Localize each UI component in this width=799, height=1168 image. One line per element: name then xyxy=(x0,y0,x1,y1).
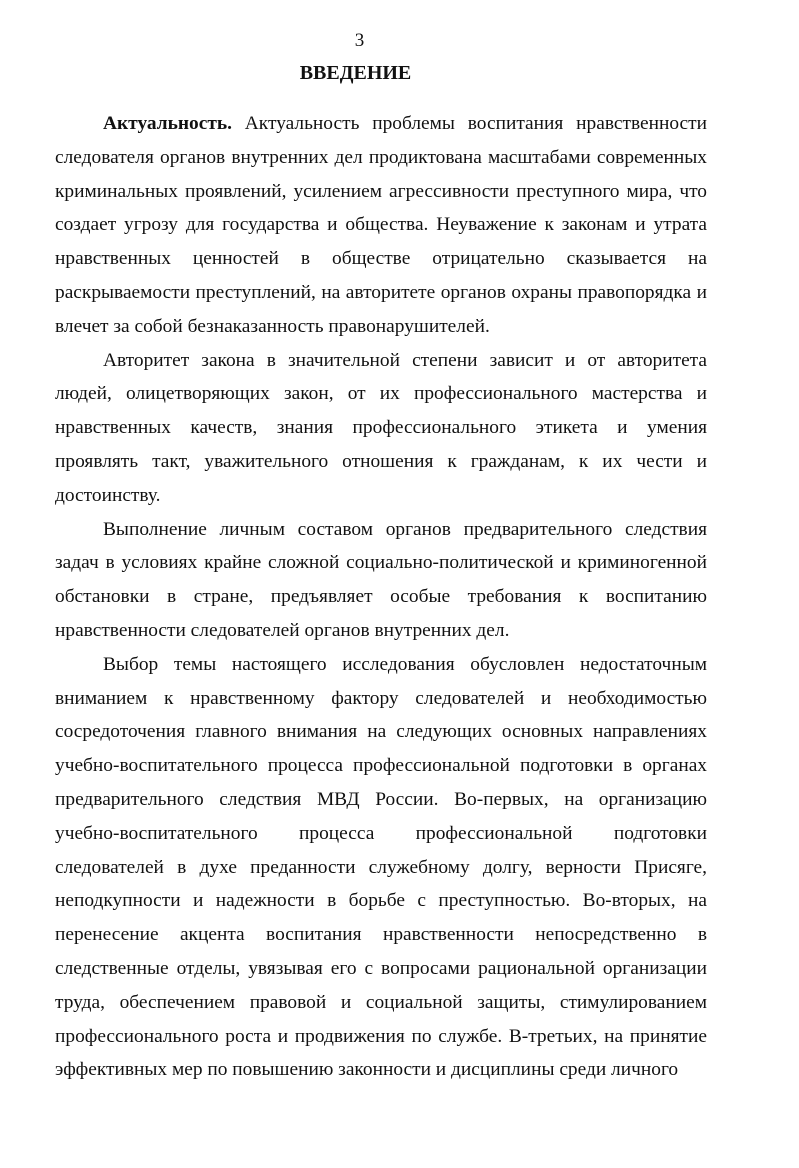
paragraph-authority: Авторитет закона в значительной степени зависит и от авторитета людей, олицетворяющих закон, от их профессионального мастерства и нравственных качеств, знания профессионального этикета и умения проявлять такт, уважительного отношения к гражданам, к их чести и достоинству. xyxy=(55,349,707,506)
paragraph-text: Актуальность проблемы воспитания нравственности следователя органов внутренних дел продиктована масштабами современных криминальных проявлений, усилением агрессивности преступного мира, что создает угрозу для государства и общества. Неуважение к законам и утрата нравственных ценностей в обществе отрицательно сказывается на раскрываемости преступлений, на авторитете органов охраны правопорядка и влечет за собой безнаказанность правонарушителей. xyxy=(55,113,707,337)
section-title: ВВЕДЕНИЕ xyxy=(299,62,412,84)
body-text xyxy=(55,107,707,1087)
paragraph-topic-choice: Выбор темы настоящего исследования обусловлен недостаточным вниманием к нравственному фактору следователей и необходимостью сосредоточения главного внимания на следующих основных направлениях учебно-воспитательного процесса профессиональной подготовки в органах предварительного следствия МВД России. Во-первых, на организацию учебно-воспитательного процесса профессиональной подготовки следователей в духе преданности служебному долгу, верности Присяге, неподкупности и надежности в борьбе с преступностью. Во-вторых, на перенесение акцента воспитания нравственности непосредственно в следственные отделы, увязывая его с вопросами рациональной организации труда, обеспечением правовой и социальной защиты, стимулированием профессионального роста и продвижения по службе. В-третьих, на принятие эффективных мер по повышению законности и дисциплины среди личного xyxy=(55,653,707,1081)
paragraph-relevance xyxy=(55,107,707,344)
paragraph-tasks: Выполнение личным составом органов предварительного следствия задач в условиях крайне сложной социально-политической и криминогенной обстановки в стране, предъявляет особые требования к воспитанию нравственности следователей органов внутренних дел. xyxy=(55,518,707,641)
paragraph-lead: Актуальность. xyxy=(103,113,232,134)
page-number: 3 xyxy=(354,30,365,51)
